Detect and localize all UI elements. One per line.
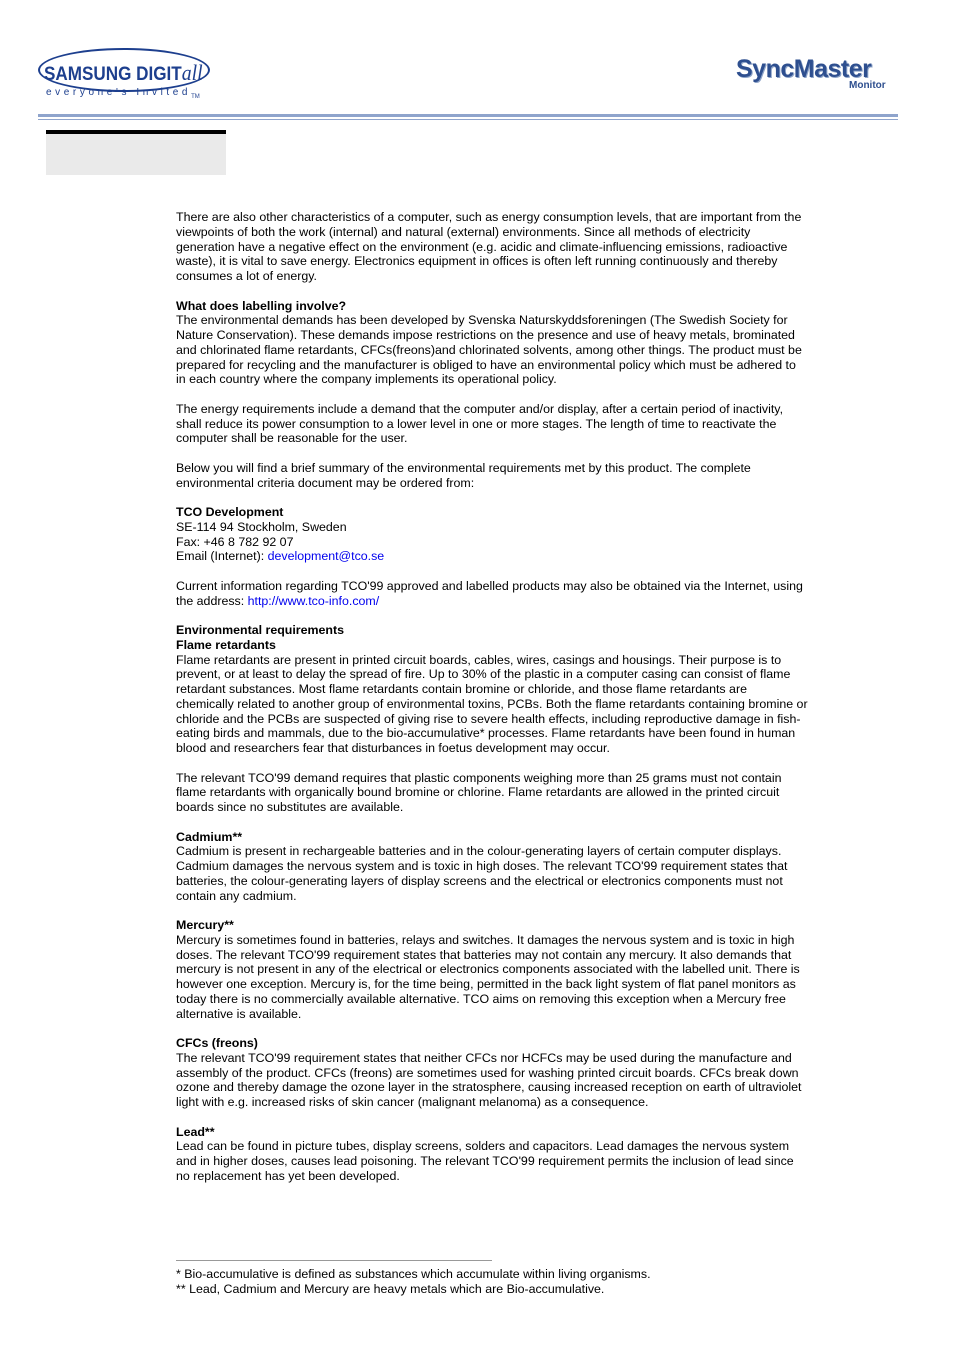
contact-email-link[interactable]: development@tco.se	[267, 549, 385, 564]
samsung-tagline-text: everyone's Invited	[46, 87, 192, 98]
footnotes	[176, 1267, 808, 1297]
cfc-section	[176, 1036, 808, 1110]
samsung-brand-all: all	[181, 60, 203, 85]
lead-heading: Lead**	[176, 1124, 215, 1139]
samsung-digitall-logo	[38, 44, 218, 104]
header-divider	[38, 114, 898, 117]
flame-demand-paragraph: The relevant TCO'99 demand requires that plastic components weighing more than 25 grams must not contain flame retardants with organically bound bromine or chlorine. Flame retardants are allowed in the printed circuit boards since no substitutes are available.	[176, 770, 782, 814]
cfc-heading: CFCs (freons)	[176, 1036, 258, 1050]
footnote-divider	[176, 1260, 492, 1261]
syncmaster-logo	[736, 55, 896, 95]
page-header	[0, 0, 954, 125]
cadmium-heading: Cadmium**	[176, 829, 243, 844]
samsung-brand-main: SAMSUNG DIGIT	[44, 64, 182, 85]
env-requirements-heading: Environmental requirements	[176, 623, 345, 637]
mercury-section	[176, 918, 808, 1021]
lead-text: Lead can be found in picture tubes, display screens, solders and capacitors. Lead damages the nervous system and in higher doses, causes lead poisoning. The relevant TCO'99 requirement permits the inclusion of lead since no replacement has yet been developed.	[176, 1139, 794, 1183]
main-content	[176, 210, 808, 1198]
contact-heading: TCO Development	[176, 505, 284, 519]
cadmium-section	[176, 830, 808, 904]
contact-email-label: Email (Internet):	[176, 549, 268, 564]
header-divider-thin	[38, 119, 898, 120]
samsung-tm: TM	[191, 94, 200, 100]
flame-section	[176, 623, 808, 756]
flame-heading: Flame retardants	[176, 637, 276, 652]
footnote-bio-accumulative: * Bio-accumulative is defined as substances which accumulate within living organisms.	[176, 1267, 651, 1281]
cfc-text: The relevant TCO'99 requirement states that neither CFCs nor HCFCs may be used during the manufacture and assembly of the product. CFCs (freons) are sometimes used for washing printed circuit boards. CFCs break down ozone and thereby damage the ozone layer in the stratosphere, causing increased reception on earth of ultraviolet light with e.g. increased risks of skin cancer (malignant melanoma) as a consequence.	[176, 1050, 802, 1109]
intro-paragraph: There are also other characteristics of a computer, such as energy consumption levels, that are important from the viewpoints of both the work (internal) and natural (external) environments. Since all methods of electricity generation have a negative effect on the environment (e.g. acidic and climate-influencing emissions, radioactive waste), it is vital to save energy. Electronics equipment in offices is often left running continuously and thereby consumes a lot of energy.	[176, 210, 802, 283]
section-title-bar	[46, 130, 226, 175]
contact-address: SE-114 94 Stockholm, Sweden	[176, 519, 347, 534]
flame-text: Flame retardants are present in printed circuit boards, cables, wires, casings and housings. Their purpose is to prevent, or at least to delay the spread of fire. Up to 30% of the plastic in a computer casing can consist of flame retardant substances. Most flame retardants contain bromine or chloride, and those flame retardants are chemically related to another group of environmental toxins, PCBs. Both the flame retardants containing bromine or chloride and the PCBs are suspected of giving rise to severe health effects, including reproductive damage in fish-eating birds and mammals, due to the bio-accumulative* processes. Flame retardants have been found in human blood and researchers fear that disturbances in foetus development may occur.	[176, 652, 808, 755]
info-text: Current information regarding TCO'99 approved and labelled products may also be obtained via the Internet, using the address:	[176, 578, 803, 608]
labelling-section	[176, 299, 808, 388]
labelling-heading: What does labelling involve?	[176, 298, 347, 313]
energy-paragraph: The energy requirements include a demand that the computer and/or display, after a certain period of inactivity, shall reduce its power consumption to a lower level in one or more stages. The length of time to reactivate the computer shall be reasonable for the user.	[176, 401, 784, 446]
samsung-logo-text	[44, 60, 203, 86]
labelling-text: The environmental demands has been developed by Svenska Naturskyddsforeningen (The Swedish Society for Nature Conservation). These demands impose restrictions on the presence and use of heavy metals, brominated and chlorinated flame retardants, CFCs(freons)and chlorinated solvents, among other things. The product must be prepared for recycling and the manufacturer is obliged to have an environmental policy which must be adhered to in each country where the company implements its operational policy.	[176, 313, 802, 387]
samsung-tagline	[46, 87, 200, 100]
summary-paragraph: Below you will find a brief summary of the environmental requirements met by this product. The complete environmental criteria document may be ordered from:	[176, 460, 751, 490]
mercury-heading: Mercury**	[176, 918, 234, 932]
lead-section	[176, 1125, 808, 1184]
mercury-text: Mercury is sometimes found in batteries, relays and switches. It damages the nervous system and is toxic in high doses. The relevant TCO'99 requirement states that batteries may not contain any mercury. It also demands that mercury is not present in any of the electrical or electronics components associated with the labelled unit. There is however one exception. Mercury is, for the time being, permitted in the back light system of flat panel monitors as today there is no commercially available alternative. TCO aims on removing this exception when a Mercury free alternative is available.	[176, 932, 800, 1021]
cadmium-text: Cadmium is present in rechargeable batteries and in the colour-generating layers of certain computer displays. Cadmium damages the nervous system and is toxic in high doses. The relevant TCO'99 requirement states that batteries, the colour-generating layers of display screens and the electrical or electronics components must not contain any cadmium.	[176, 844, 788, 903]
info-url-link[interactable]: http://www.tco-info.com/	[247, 593, 380, 608]
info-paragraph	[176, 579, 808, 609]
footnote-heavy-metals: ** Lead, Cadmium and Mercury are heavy metals which are Bio-accumulative.	[176, 1282, 605, 1296]
syncmaster-subtext: Monitor	[849, 80, 886, 91]
contact-fax: Fax: +46 8 782 92 07	[176, 534, 294, 549]
contact-block	[176, 505, 808, 564]
syncmaster-text: SyncMaster	[736, 55, 872, 83]
